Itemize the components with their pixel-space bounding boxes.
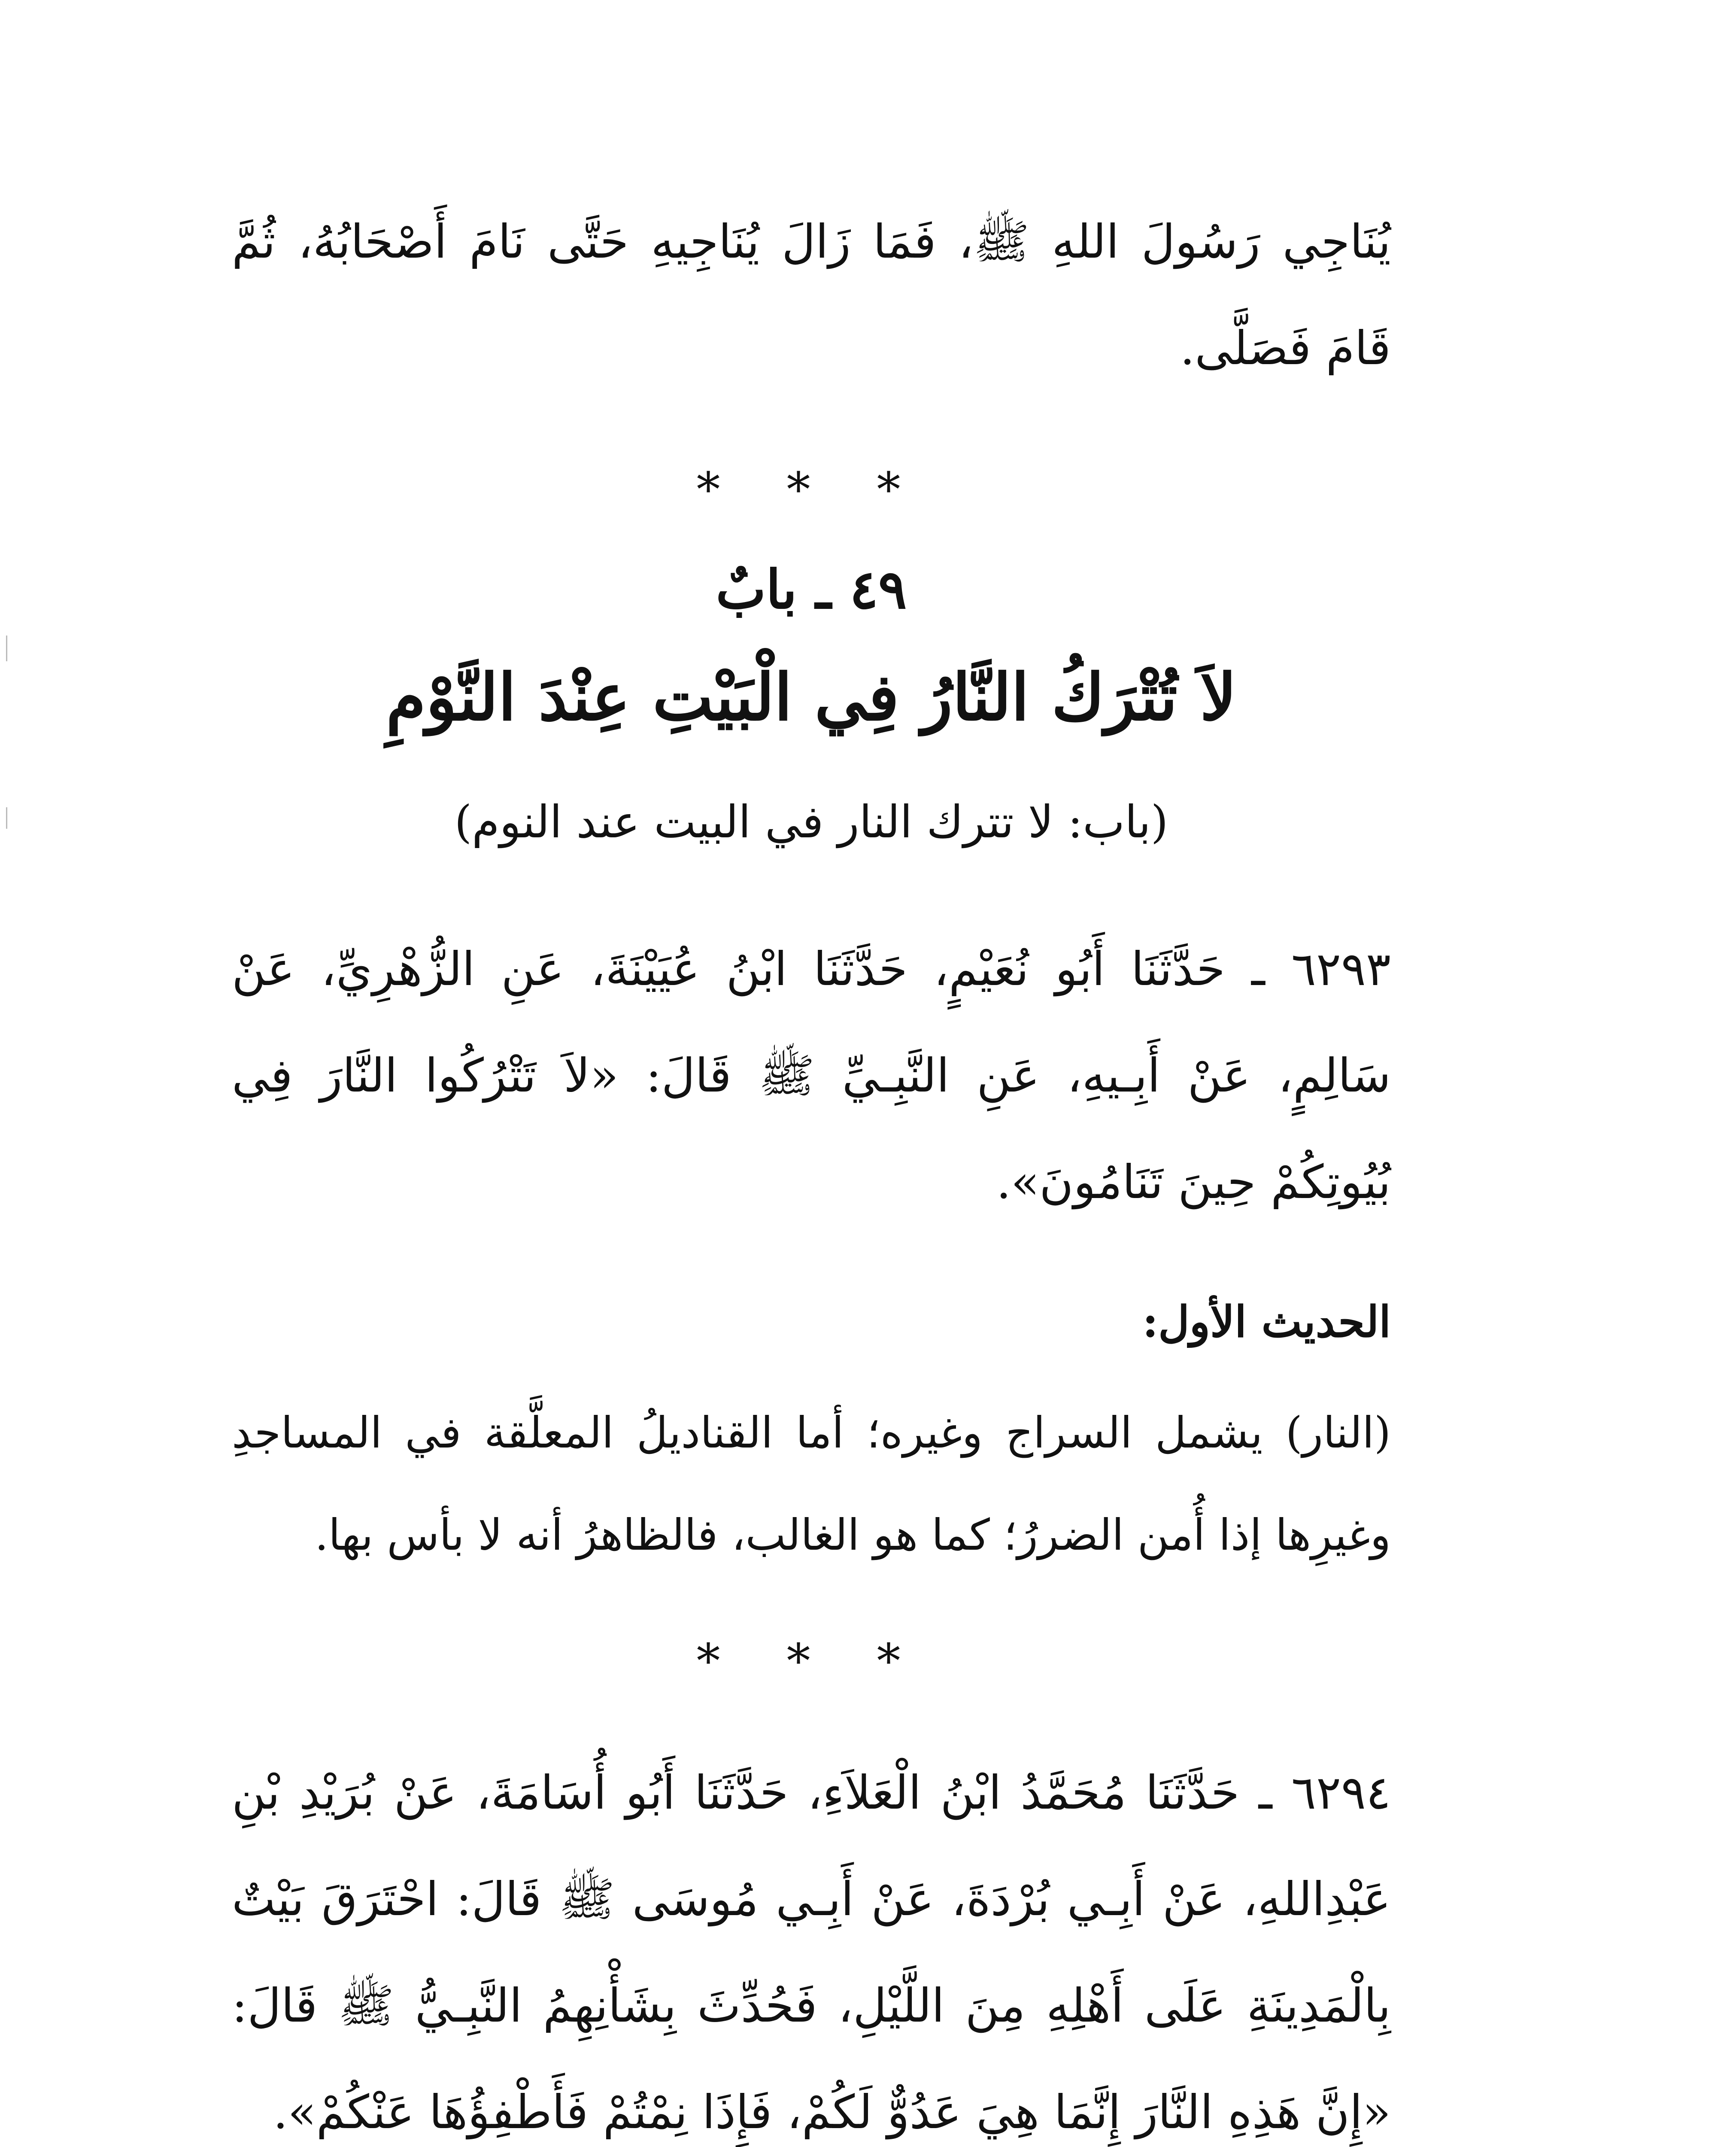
- chapter-title: لاَ تُتْرَكُ النَّارُ فِي الْبَيْتِ عِنْدَ النَّوْمِ: [386, 660, 1237, 735]
- hadith-6293: ٦٢٩٣ ـ حَدَّثَنَا أَبُو نُعَيْمٍ، حَدَّثَنَا ابْنُ عُيَيْنَةَ، عَنِ الزُّهْرِيِّ، عَنْ سَالِمٍ، عَنْ أَبِـيهِ، عَنِ النَّبِـيِّ ﷺ قَالَ: «لاَ تَتْرُكُوا النَّارَ فِي بُيُوتِكُمْ حِينَ تَنَامُونَ».: [232, 943, 1391, 1209]
- binding-shadow-mark-lower: [6, 807, 7, 829]
- binding-shadow-mark-upper: [6, 636, 7, 661]
- commentary-heading: الحديث الأول:: [1142, 1296, 1391, 1347]
- hadith-6294: ٦٢٩٤ ـ حَدَّثَنَا مُحَمَّدُ ابْنُ الْعَلاَءِ، حَدَّثَنَا أَبُو أُسَامَةَ، عَنْ بُرَيْدِ بْنِ عَبْدِاللهِ، عَنْ أَبِـي بُرْدَةَ، عَنْ أَبِـي مُوسَى ﷺ قَالَ: احْتَرَقَ بَيْتٌ بِالْمَدِينَةِ عَلَى أَهْلِهِ مِنَ اللَّيْلِ، فَحُدِّثَ بِشَأْنِهِمُ النَّبِـيُّ ﷺ قَالَ: «إِنَّ هَذِهِ النَّارَ إِنَّمَا هِيَ عَدُوٌّ لَكُمْ، فَإِذَا نِمْتُمْ فَأَطْفِؤُهَا عَنْكُمْ».: [232, 1766, 1391, 2139]
- text-column: [232, 189, 1391, 2147]
- commentary-text: (النار) يشمل السراج وغيره؛ أما القناديلُ المعلَّقة في المساجدِ وغيرِها إذا أُمن الضررُ؛ كما هو الغالب، فالظاهرُ أنه لا بأس بها.: [232, 1408, 1391, 1560]
- section-separator: * * *: [696, 1633, 926, 1688]
- section-separator: * * *: [696, 462, 926, 517]
- chapter-explanation: (باب: لا تترك النار في البيت عند النوم): [454, 796, 1168, 848]
- intro-paragraph: يُنَاجِي رَسُولَ اللهِ ﷺ، فَمَا زَالَ يُنَاجِيهِ حَتَّى نَامَ أَصْحَابُهُ، ثُمَّ قَامَ فَصَلَّى.: [232, 215, 1391, 375]
- chapter-number: ٤٩ ـ بابٌ: [716, 559, 907, 621]
